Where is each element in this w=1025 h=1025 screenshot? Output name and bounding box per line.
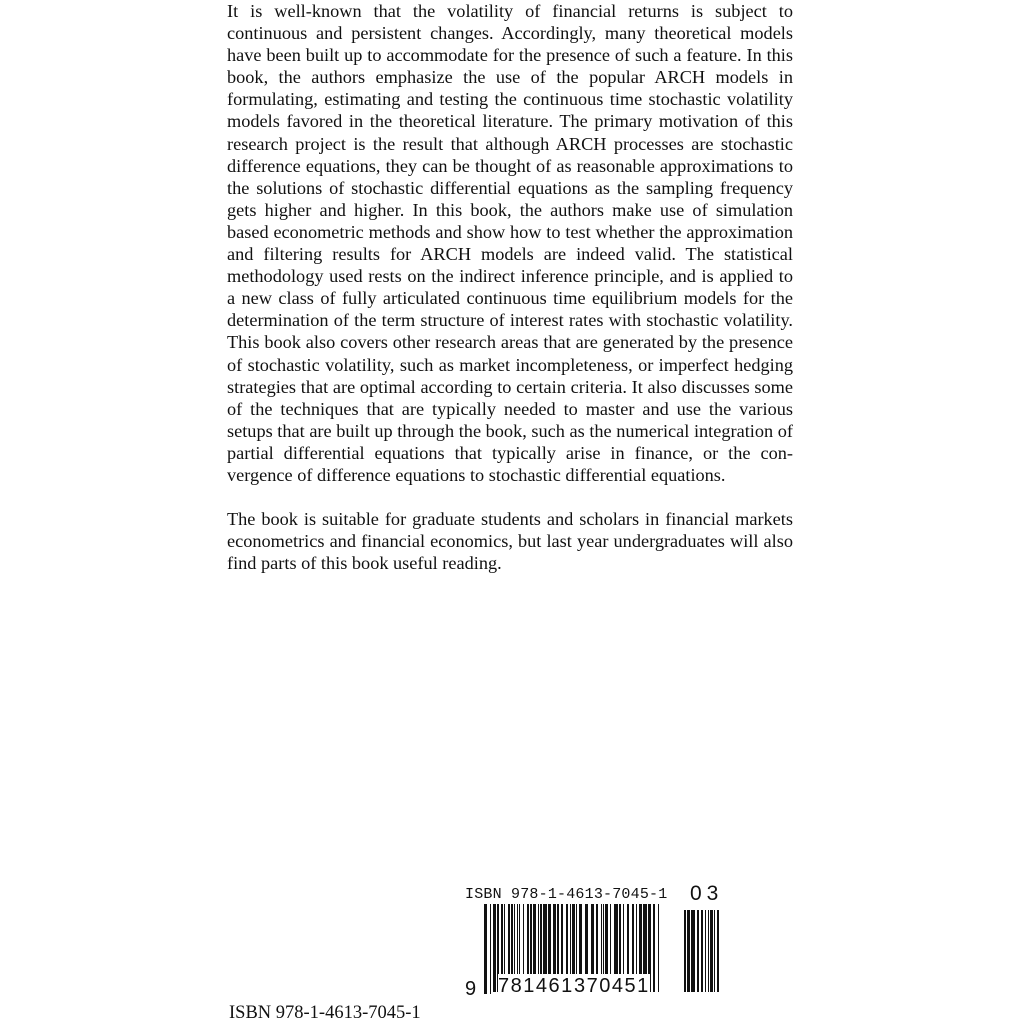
barcode-bar xyxy=(490,904,491,994)
blurb-paragraph-2: The book is suitable for graduate students and scholars in financial markets econometrics and financial economics, but last year undergraduates will also find parts of this book useful reading. xyxy=(227,509,793,574)
blurb-paragraph-1: It is well-known that the volatility of financial returns is subject to continuous and persistent changes. Accordingly, many theoretical models have been built up to accommodate for the presence of such a feature. In this book, the authors emphasize the use of the popular ARCH models in formulating, estimating and testing the continuous time stochastic volatility models favored in the theoretical literature. The primary motivation of this research project is the result that although ARCH processes are stochastic difference equations, they can be thought of as reasonable approximations to the solutions of stochastic differential equations as the sampling frequency gets higher and higher. In this book, the authors make use of simulation based econometric methods and show how to test whether the approximation and filtering results for ARCH models are indeed valid. The statistical methodology used rests on the indirect inference principle, and is applied to a new class of fully articulated continuous time equilibrium models for the determination of the term structure of interest rates with stochastic volatility. This book also covers other research areas that are generated by the presence of stochastic volatility, such as market incompleteness, or imperfect hedging strategies that are optimal according to certain criteria. It also discusses some of the techniques that are typically needed to master and use the various setups that are built up through the book, such as the numerical integration of partial differential equations that typically arise in finance, or the convergence of difference equations to stochastic differential equations. xyxy=(227,1,793,485)
barcode-bar xyxy=(714,910,715,992)
footer-isbn: ISBN 978-1-4613-7045-1 xyxy=(229,1003,421,1023)
barcode-bar xyxy=(691,910,695,992)
barcode-bar xyxy=(687,910,690,992)
barcode-addon-bars xyxy=(684,910,722,994)
isbn-barcode xyxy=(462,882,724,1011)
barcode-bar xyxy=(710,910,713,992)
barcode-bar xyxy=(493,904,496,992)
barcode-addon-digits: 03 xyxy=(690,882,724,905)
barcode-bar xyxy=(653,904,655,992)
barcode-bar xyxy=(684,910,686,992)
back-cover-blurb xyxy=(227,0,793,574)
barcode-bar xyxy=(705,910,706,992)
barcode-digits-right: 370451 xyxy=(574,975,650,997)
barcode-bar xyxy=(708,910,709,992)
barcode-bar xyxy=(717,910,719,992)
barcode-lead-digit: 9 xyxy=(465,978,477,1000)
barcode-bar xyxy=(658,904,659,992)
barcode-digits-left: 781461 xyxy=(498,975,574,997)
barcode-bar xyxy=(484,904,487,994)
barcode-bar xyxy=(701,910,703,992)
barcode-isbn-label: ISBN 978-1-4613-7045-1 xyxy=(465,886,668,903)
barcode-bar xyxy=(697,910,699,992)
